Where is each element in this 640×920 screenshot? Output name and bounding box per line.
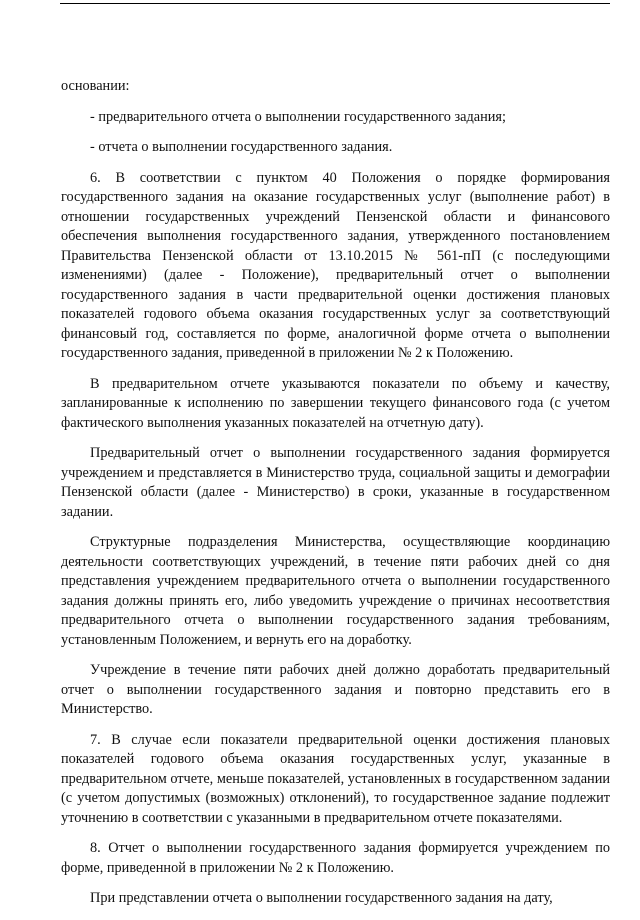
paragraph-section-6: 6. В соответствии с пунктом 40 Положения о порядке формирования государственного задания на оказание государственных услуг (выполнение работ) в отношении государственных учреждений Пензенской области и финансового обеспечения выполнения государственного задания, утвержденного постановлением Правительства Пензенской области от 13.10.2015 № 561-пП (с последующими изменениями) (далее - Положение), предварительный отчет о выполнении государственного задания в части предварительной оценки достижения плановых показателей годового объема оказания государственных услуг за соответствующий финансовый год, составляется по форме, аналогичной форме отчета о выполнении государственного задания, приведенной в приложении № 2 к Положению. — [61, 169, 610, 361]
paragraph-report-submission: При представлении отчета о выполнении государственного задания на дату, — [90, 890, 553, 906]
document-body — [61, 77, 610, 920]
paragraph-section-8: 8. Отчет о выполнении государственного задания формируется учреждением по форме, приведенной в приложении № 2 к Положению. — [61, 840, 610, 876]
list-item-report: - отчета о выполнении государственного задания. — [90, 139, 393, 155]
paragraph-section-7: 7. В случае если показатели предварительной оценки достижения плановых показателей годового объема оказания государственных услуг, указанные в предварительном отчете, меньше показателей, установленных в государственном задании (с учетом допустимых (возможных) отклонений), то государственное задание подлежит уточнению в соответствии с указанными в предварительном отчете показателями. — [61, 731, 610, 826]
header-rule — [60, 3, 610, 4]
paragraph-continuation: основании: — [61, 78, 130, 94]
paragraph-structural-units: Структурные подразделения Министерства, осуществляющие координацию деятельности соответствующих учреждений, в течение пяти рабочих дней со дня представления учреждением предварительного отчета о выполнении государственного задания должны принять его, либо уведомить учреждение о причинах несоответствия предварительного отчета о выполнении государственного задания требованиям, установленным Положением, и вернуть его на доработку. — [61, 534, 610, 648]
paragraph-rework: Учреждение в течение пяти рабочих дней должно доработать предварительный отчет о выполнении государственного задания и повторно представить его в Министерство. — [61, 662, 610, 717]
paragraph-indicators: В предварительном отчете указываются показатели по объему и качеству, запланированные к исполнению по завершении текущего финансового года (с учетом фактического выполнения указанных показателей на отчетную дату). — [61, 375, 610, 431]
list-item-preliminary-report: - предварительного отчета о выполнении государственного задания; — [90, 108, 506, 125]
paragraph-preliminary-report-submission: Предварительный отчет о выполнении государственного задания формируется учреждением и представляется в Министерство труда, социальной защиты и демографии Пензенской области (далее - Министерство) в сроки, указанные в государственном задании. — [61, 445, 610, 520]
